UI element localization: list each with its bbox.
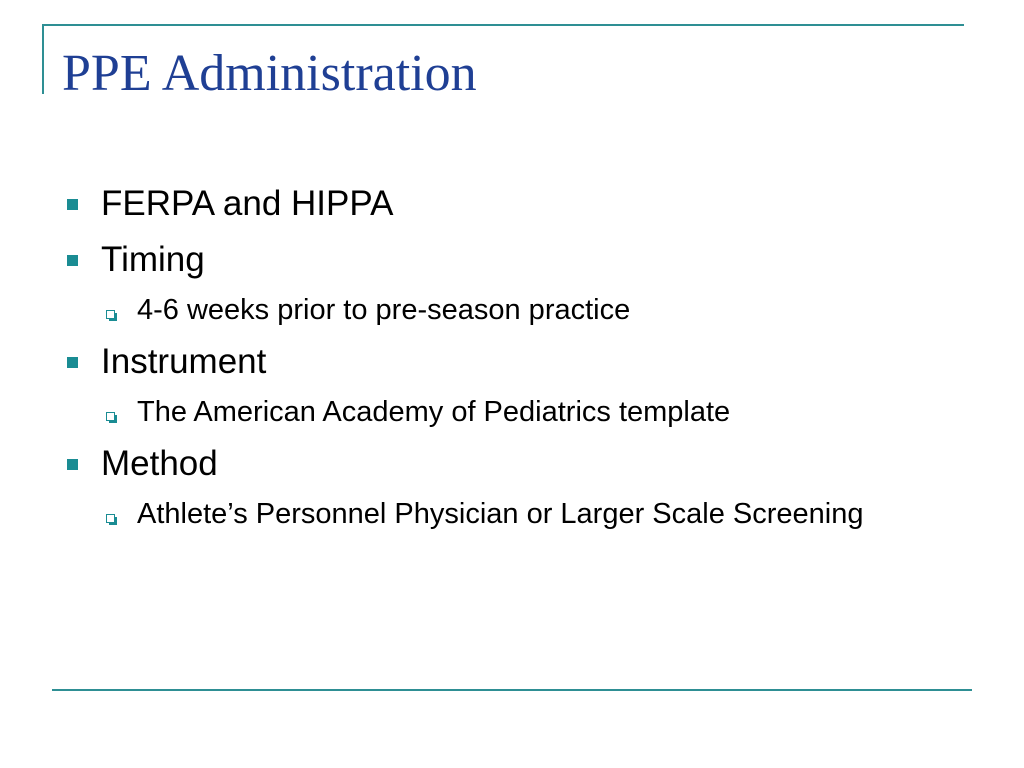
title-frame-left-line: [42, 24, 44, 94]
bullet-text: FERPA and HIPPA: [101, 184, 394, 223]
square-bullet-icon: [67, 459, 78, 470]
bullet-list: [64, 178, 924, 540]
slide-title: PPE Administration: [62, 45, 477, 102]
footer-divider-line: [52, 689, 972, 691]
sub-bullet-text: Athlete’s Personnel Physician or Larger Scale Screening: [137, 498, 864, 530]
bullet-item: [64, 336, 924, 388]
hollow-square-bullet-icon: [106, 514, 115, 523]
sub-bullet-text: The American Academy of Pediatrics template: [137, 396, 731, 428]
square-bullet-icon: [67, 357, 78, 368]
hollow-square-bullet-icon: [106, 412, 115, 421]
title-frame-top-line: [42, 24, 964, 26]
hollow-square-bullet-icon: [106, 310, 115, 319]
square-bullet-icon: [67, 199, 78, 210]
bullet-text: Timing: [101, 240, 205, 279]
bullet-item: [64, 234, 924, 286]
bullet-text: Instrument: [101, 342, 267, 381]
square-bullet-icon: [67, 255, 78, 266]
sub-bullet-item: [64, 290, 927, 330]
bullet-item: [64, 178, 924, 230]
sub-bullet-text: 4-6 weeks prior to pre-season practice: [137, 294, 631, 326]
sub-bullet-item: [64, 494, 927, 534]
bullet-item: [64, 438, 924, 490]
bullet-text: Method: [101, 444, 218, 483]
sub-bullet-item: [64, 392, 927, 432]
